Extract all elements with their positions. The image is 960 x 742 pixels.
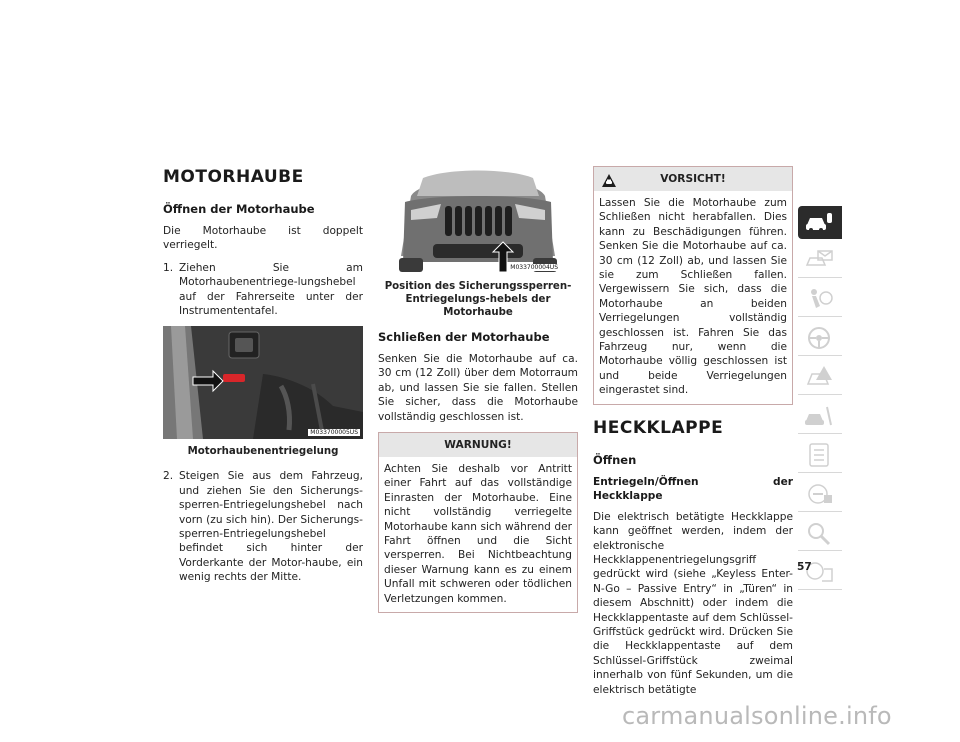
front-grille-photo — [393, 166, 563, 274]
caution-box — [593, 166, 793, 405]
figure-caption: Position des Sicherungssperren-Entriegelungs-hebels der Motorhaube — [384, 281, 572, 318]
tab-car-key[interactable] — [798, 206, 842, 239]
warning-box — [378, 432, 578, 613]
hood-release-photo — [163, 326, 363, 439]
step-text: Steigen Sie aus dem Fahrzeug, und ziehen Sie den Sicherungs-sperren-Entriegelungshebel nach vorn (zu sich hin). Der Sicherungs-sperren-Entriegelungshebel befindet sich hinter der Vorderkante der Motor-haube, ein wenig rechts der Mitte. — [179, 470, 363, 584]
caution-title: VORSICHT! — [660, 173, 726, 185]
column-middle — [378, 166, 578, 625]
subheading-unlock-liftgate: Entriegeln/Öffnen der Heckklappe — [593, 475, 793, 502]
magnifier-icon — [804, 520, 834, 546]
subheading-close-hood: Schließen der Motorhaube — [378, 330, 550, 344]
intro-text: Die Motorhaube ist doppelt verriegelt. — [163, 225, 363, 252]
step-number: 1. — [163, 261, 174, 274]
section-title-motorhaube: MOTORHAUBE — [163, 167, 304, 187]
front-grille-illustration — [393, 166, 563, 274]
figure-code: M033700004US — [510, 264, 558, 271]
tab-search[interactable] — [798, 517, 842, 551]
section-title-heckklappe: HECKKLAPPE — [593, 417, 724, 438]
tab-messages[interactable] — [798, 244, 842, 278]
column-right — [593, 166, 793, 705]
service-icon — [804, 403, 834, 429]
tab-steering-wheel[interactable] — [798, 322, 842, 356]
caution-text: Lassen Sie die Motorhaube zum Schließen nicht herabfallen. Dies kann zu Beschädigungen führen. Senken Sie die Motorhaube auf ca. 30 cm (12 Zoll) ab, und lassen Sie sie zum Schließen fallen. Vergewissern Sie sich, dass die Motorhaube an beiden Verriegelungen vollständig geschlossen ist. Fahren Sie das Fahrzeug nur, wenn die Motorhaube völlig geschlossen ist und beide Verriegelungen eingerastet sind. — [599, 197, 787, 397]
step-2 — [163, 469, 363, 584]
caution-header — [594, 167, 792, 191]
car-key-icon — [804, 209, 834, 235]
warning-header — [379, 433, 577, 457]
chapter-tabs — [798, 206, 842, 595]
tab-checklist[interactable] — [798, 439, 842, 473]
tab-airbag[interactable] — [798, 283, 842, 317]
figure-code: M033700005US — [310, 429, 358, 437]
liftgate-text: Die elektrisch betätigte Heckklappe kann geöffnet werden, indem der elektronische Heckklappenentriegelungsgriff gedrückt wird (siehe „Keyless Enter-N-Go – Passive Entry“ in „Türen“ in diesem Abschnitt) oder indem die Heckklappentaste auf dem Schlüssel-Griffstück gedrückt wird. Drücken Sie die Heckklappentaste auf dem Schlüssel-Griffstück zweimal innerhalb von fünf Sekunden, um die elektrisch betätigte — [593, 510, 793, 696]
airbag-icon — [804, 286, 834, 312]
figure-caption: Motorhaubenentriegelung — [187, 446, 339, 458]
tab-fuse[interactable] — [798, 478, 842, 512]
close-hood-text: Senken Sie die Motorhaube auf ca. 30 cm (12 Zoll) über dem Motorraum ab, und lassen Sie sie fallen. Stellen Sie sicher, dass die Motorhaube vollständig geschlossen ist. — [378, 353, 578, 423]
step-1 — [163, 261, 363, 319]
tab-warning-car[interactable] — [798, 361, 842, 395]
hood-release-illustration — [163, 326, 363, 439]
watermark: carmanualsonline.info — [622, 702, 892, 730]
page-number: 57 — [797, 561, 812, 573]
column-left — [163, 166, 363, 593]
subheading-open-hood: Öffnen der Motorhaube — [163, 202, 315, 216]
caution-car-icon — [602, 172, 616, 196]
warning-title: WARNUNG! — [444, 439, 512, 452]
message-icon — [804, 247, 834, 273]
fuse-icon — [804, 481, 834, 507]
warning-car-icon — [804, 364, 834, 390]
tab-service[interactable] — [798, 400, 842, 434]
checklist-icon — [804, 442, 834, 468]
subheading-open: Öffnen — [593, 452, 637, 467]
step-number: 2. — [163, 470, 174, 483]
steering-wheel-icon — [804, 325, 834, 351]
warning-text: Achten Sie deshalb vor Antritt einer Fahrt auf das vollständige Einrasten der Motorhaube. Eine nicht vollständig verriegelte Motorhaube kann sich während der Fahrt öffnen und die Sicht versperren. Bei Nichtbeachtung dieser Warnung kann es zu einem Unfall mit schweren oder tödlichen Verletzungen kommen. — [384, 463, 572, 605]
step-text: Ziehen Sie am Motorhaubenentriege-lungshebel auf der Fahrerseite unter der Instrumententafel. — [179, 261, 363, 318]
